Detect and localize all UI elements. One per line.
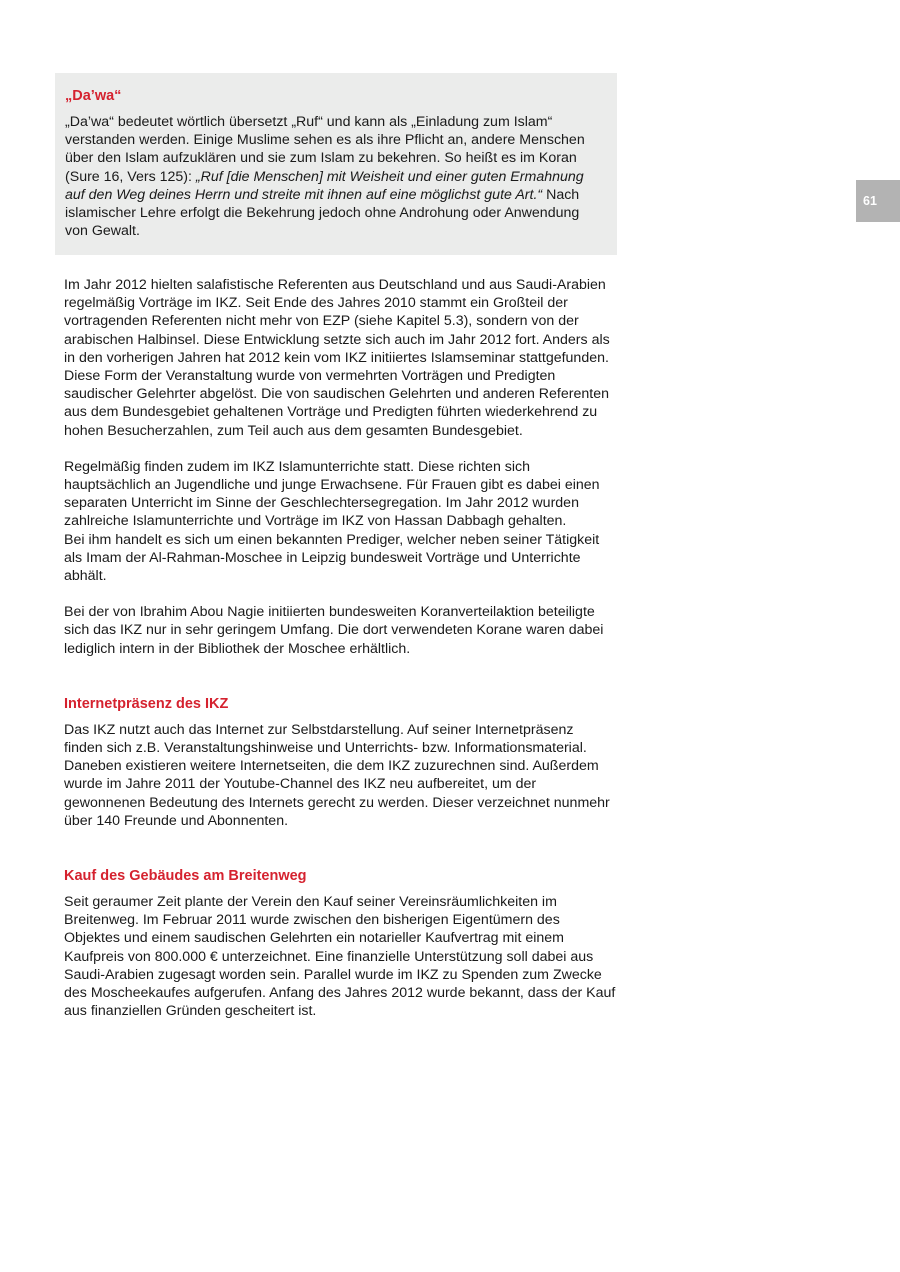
heading-gebaeudekauf: Kauf des Gebäudes am Breitenweg xyxy=(64,868,307,885)
info-box-title: „Da’wa“ xyxy=(65,88,122,104)
paragraph-referenten: Im Jahr 2012 hielten salafistische Referenten aus Deutschland und aus Saudi-Arabien regelmäßig Vorträge im IKZ. Seit Ende des Jahres 2010 stammt ein Großteil der vortragenden Referenten nicht mehr von EZP (siehe Kapitel 5.3), sondern von der arabischen Halbinsel. Diese Entwicklung setzte sich auch im Jahr 2012 fort. Anders als in den vorherigen Jahren hat 2012 kein vom IKZ initiiertes Islamseminar stattgefunden. Diese Form der Veranstaltung wurde von vermehrten Vorträgen und Predigten saudischer Gelehrter abgelöst. Die von saudischen Gelehrten und anderen Referenten aus dem Bundesgebiet gehaltenen Vorträge und Predigten führten wiederkehrend zu hohen Besucherzahlen, zum Teil auch aus dem gesamten Bundesgebiet. xyxy=(64,277,610,439)
paragraph-islamunterrichte xyxy=(64,458,616,585)
paragraph-gebaeudekauf: Seit geraumer Zeit plante der Verein den Kauf seiner Vereinsräumlichkeiten im Breitenweg. Im Februar 2011 wurde zwischen den bisherigen Eigentümern des Objektes und einem saudischen Gelehrten ein notarieller Kaufvertrag mit einem Kaufpreis von 800.000 € unterzeichnet. Eine finanzielle Unterstützung soll dabei aus Saudi-Arabien zugesagt worden sein. Parallel wurde im IKZ zu Spenden zum Zwecke des Moscheekaufes aufgerufen. Anfang des Jahres 2012 wurde bekannt, dass der Kauf aus finanziellen Gründen gescheitert ist. xyxy=(64,894,616,1020)
heading-internetpraesenz: Internetpräsenz des IKZ xyxy=(64,695,229,712)
info-box-text-intro: „Da’wa“ bedeutet wörtlich übersetzt „Ruf“ und kann als „Einladung zum Islam“ verstanden werden. Einige Muslime sehen es als ihre Pflicht an, andere Menschen über den Islam aufzuklären und sie zum Islam zu bekehren. So heißt es im Koran (Sure 16, Vers 125): xyxy=(65,114,585,185)
page-number: 61 xyxy=(856,180,900,222)
info-box-text-end: Nach islamischer Lehre erfolgt die Bekehrung jedoch ohne Androhung oder Anwendung von Gewalt. xyxy=(65,186,580,240)
paragraph-islamunterrichte-text: Regelmäßig finden zudem im IKZ Islamunterrichte statt. Diese richten sich hauptsächlich an Jugendliche und junge Erwachsene. Für Frauen gibt es dabei einen separaten Unterricht im Sinne der Geschlechtersegregation. Im Jahr 2012 wurden zahlreiche Islamunterrichte und Vorträge im IKZ von Hassan Dabbagh gehalten. xyxy=(64,458,600,530)
paragraph-internetpraesenz: Das IKZ nutzt auch das Internet zur Selbstdarstellung. Auf seiner Internetpräsenz finden sich z.B. Veranstaltungshinweise und Unterrichts- bzw. Informationsmaterial. Daneben existieren weitere Internetseiten, die dem IKZ zuzurechnen sind. Außerdem wurde im Jahre 2011 der Youtube-Channel des IKZ neu aufbereitet, um der gewonnenen Bedeutung des Internets gerecht zu werden. Dieser verzeichnet nunmehr über 140 Freunde und Abonnenten. xyxy=(64,721,610,829)
dawa-info-box xyxy=(55,73,617,255)
paragraph-koranverteilaktion: Bei der von Ibrahim Abou Nagie initiierten bundesweiten Koranverteilaktion beteiligte sich das IKZ nur in sehr geringem Umfang. Die dort verwendeten Korane waren dabei lediglich intern in der Bibliothek der Moschee erhältlich. xyxy=(64,604,604,657)
info-box-text xyxy=(65,113,600,240)
koran-quote: „Ruf [die Menschen] mit Weisheit und einer guten Ermahnung auf den Weg deines Herrn und streite mit ihnen auf eine möglichst gute Art.“ xyxy=(65,168,584,203)
paragraph-dabbagh-text: Bei ihm handelt es sich um einen bekannten Prediger, welcher neben seiner Tätigkeit als Imam der Al-Rahman-Moschee in Leipzig bundesweit Vorträge und Unterrichte abhält. xyxy=(64,531,600,585)
main-content xyxy=(64,276,616,1039)
